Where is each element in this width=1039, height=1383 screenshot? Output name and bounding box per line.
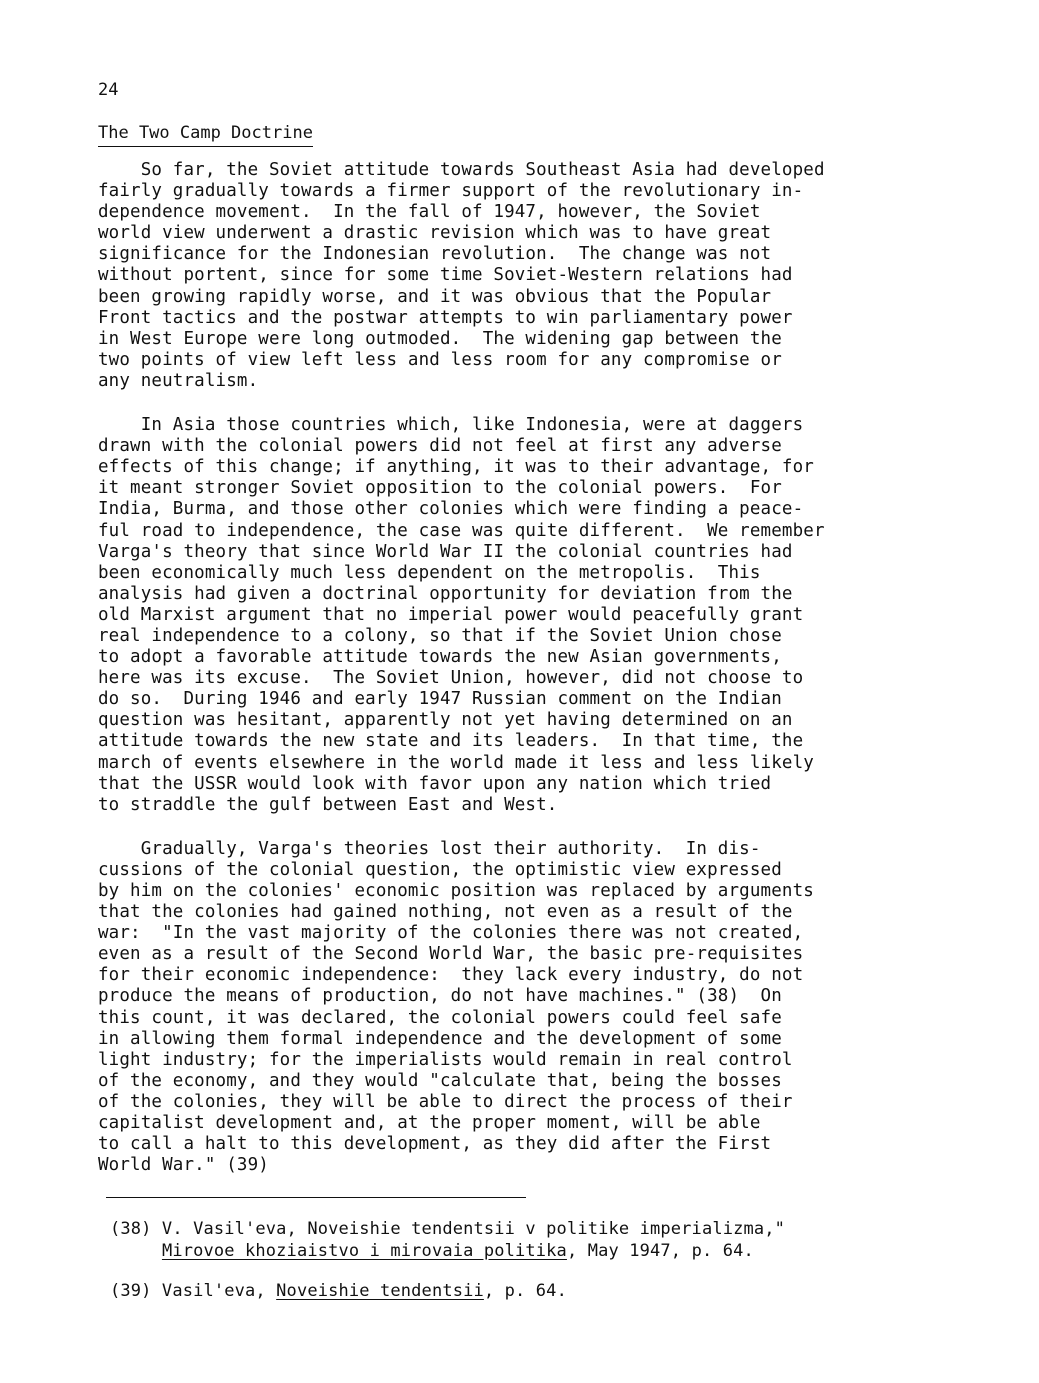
text-line: this count, it was declared, the colonial powers could feel safe <box>98 1007 782 1028</box>
footnote-divider <box>106 1197 526 1198</box>
footnote-marker: (39) <box>110 1281 152 1301</box>
text-line: of the economy, and they would "calculate that, being the bosses <box>98 1070 782 1091</box>
paragraph-1 <box>98 160 978 392</box>
footnote-line <box>110 1240 970 1262</box>
footnote-marker: (38) <box>110 1219 152 1239</box>
text-line: effects of this change; if anything, it was to their advantage, for <box>98 457 814 478</box>
text-line: that the colonies had gained nothing, not even as a result of the <box>98 902 793 923</box>
text-line: Gradually, Varga's theories lost their authority. In dis- <box>98 838 761 859</box>
text-line: do so. During 1946 and early 1947 Russian comment on the Indian <box>98 689 782 710</box>
paragraph-2 <box>98 415 978 816</box>
text-line: been growing rapidly worse, and it was obvious that the Popular <box>98 286 772 307</box>
text-line: in West Europe were long outmoded. The widening gap between the <box>98 328 782 349</box>
text-line: World War." (39) <box>98 1155 269 1176</box>
text-line: here was its excuse. The Soviet Union, however, did not choose to <box>98 668 804 689</box>
text-line: dependence movement. In the fall of 1947, however, the Soviet <box>98 202 761 223</box>
footnote-text: V. Vasil'eva, Noveishie tendentsii v politike imperializma," <box>151 1219 786 1239</box>
footnotes <box>110 1218 970 1320</box>
text-line: old Marxist argument that no imperial power would peacefully grant <box>98 604 804 625</box>
footnote-text: , p. 64. <box>483 1281 567 1301</box>
text-line: Varga's theory that since World War II the colonial countries had <box>98 541 793 562</box>
footnote-text: Vasil'eva, <box>151 1281 277 1301</box>
text-line: in allowing them formal independence and the development of some <box>98 1028 782 1049</box>
text-line: any neutralism. <box>98 370 259 391</box>
text-line: march of events elsewhere in the world made it less and less likely <box>98 752 814 773</box>
text-line: it meant stronger Soviet opposition to the colonial powers. For <box>98 478 782 499</box>
footnote-text: , May 1947, p. 64. <box>566 1241 754 1261</box>
text-line: been economically much less dependent on the metropolis. This <box>98 562 761 583</box>
text-line: In Asia those countries which, like Indonesia, were at daggers <box>98 415 804 436</box>
text-line: war: "In the vast majority of the colonies there was not created, <box>98 923 804 944</box>
footnote-title: Mirovoe khoziaistvo i mirovaia politika <box>161 1241 567 1261</box>
text-line: significance for the Indonesian revolution. The change was not <box>98 244 772 265</box>
text-line: that the USSR would look with favor upon any nation which tried <box>98 773 772 794</box>
text-line: produce the means of production, do not have machines." (38) On <box>98 986 782 1007</box>
text-line: world view underwent a drastic revision which was to have great <box>98 223 772 244</box>
text-line: to call a halt to this development, as they did after the First <box>98 1134 772 1155</box>
text-line: attitude towards the new state and its leaders. In that time, the <box>98 731 804 752</box>
text-line: for their economic independence: they lack every industry, do not <box>98 965 804 986</box>
text-line: drawn with the colonial powers did not feel at first any adverse <box>98 436 782 457</box>
text-line: of the colonies, they will be able to direct the process of their <box>98 1091 793 1112</box>
text-line: even as a result of the Second World War, the basic pre-requisites <box>98 944 804 965</box>
paragraph-3 <box>98 839 978 1177</box>
text-line: capitalist development and, at the proper moment, will be able <box>98 1113 761 1134</box>
text-line: So far, the Soviet attitude towards Southeast Asia had developed <box>98 160 825 180</box>
footnote-line <box>110 1218 970 1240</box>
text-line: without portent, since for some time Soviet-Western relations had <box>98 265 793 286</box>
text-line: Front tactics and the postwar attempts to win parliamentary power <box>98 307 793 328</box>
page-number: 24 <box>98 80 119 100</box>
footnote-39 <box>110 1280 970 1302</box>
text-line: cussions of the colonial question, the optimistic view expressed <box>98 859 782 880</box>
text-line: to adopt a favorable attitude towards the new Asian governments, <box>98 647 782 668</box>
text-line: by him on the colonies' economic position was replaced by arguments <box>98 881 814 901</box>
text-line: India, Burma, and those other colonies which were finding a peace- <box>98 499 804 520</box>
footnote-title: Noveishie tendentsii <box>276 1281 484 1301</box>
text-line: light industry; for the imperialists would remain in real control <box>98 1049 793 1070</box>
footnote-38 <box>110 1218 970 1262</box>
text-line: analysis had given a doctrinal opportunity for deviation from the <box>98 583 793 604</box>
text-line: fairly gradually towards a firmer support of the revolutionary in- <box>98 181 804 202</box>
section-heading: The Two Camp Doctrine <box>98 123 313 147</box>
text-line: to straddle the gulf between East and West. <box>98 794 558 815</box>
text-line: ful road to independence, the case was quite different. We remember <box>98 520 825 541</box>
body-text <box>98 160 978 1199</box>
text-line: question was hesitant, apparently not yet having determined on an <box>98 710 793 731</box>
footnote-line <box>110 1280 970 1302</box>
text-line: real independence to a colony, so that if the Soviet Union chose <box>98 625 782 646</box>
text-line: two points of view left less and less room for any compromise or <box>98 349 782 370</box>
